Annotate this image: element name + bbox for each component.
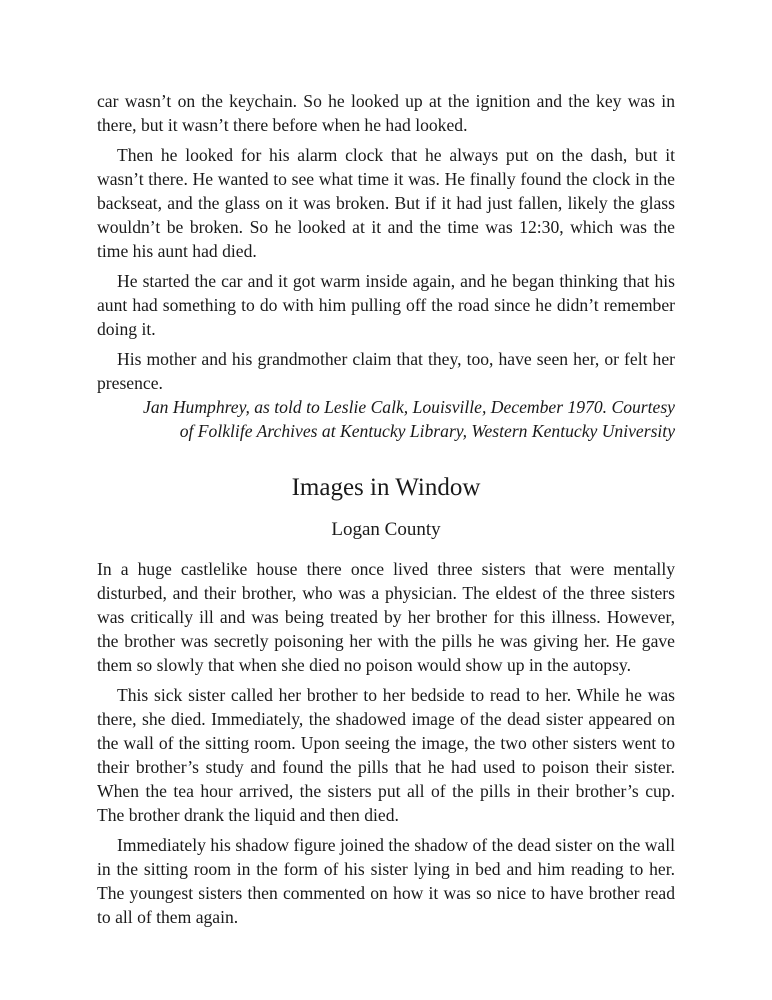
story-credit xyxy=(97,395,675,443)
paragraph: Then he looked for his alarm clock that he always put on the dash, but it wasn’t there. He wanted to see what time it was. He finally found the clock in the backseat, and the glass on it was broken. But if it had just fallen, likely the glass wouldn’t be broken. So he looked at it and the time was 12:30, which was the time his aunt had died. xyxy=(97,145,675,261)
story-title: Images in Window xyxy=(291,474,481,501)
paragraph: He started the car and it got warm inside again, and he began thinking that his aunt had something to do with him pulling off the road since he didn’t remember doing it. xyxy=(97,271,675,339)
paragraph: car wasn’t on the keychain. So he looked up at the ignition and the key was in there, but it wasn’t there before when he had looked. xyxy=(97,91,675,135)
paragraph: In a huge castlelike house there once lived three sisters that were mentally disturbed, and their brother, who was a physician. The eldest of the three sisters was critically ill and was being treated by her brother for this illness. However, the brother was secretly poisoning her with the pills he was giving her. He gave them so slowly that when she died no poison would show up in the autopsy. xyxy=(97,559,675,675)
credit-line: Jan Humphrey, as told to Leslie Calk, Louisville, December 1970. Courtesy xyxy=(143,397,675,417)
credit-line: of Folklife Archives at Kentucky Library, Western Kentucky University xyxy=(179,421,675,441)
paragraph: Immediately his shadow figure joined the shadow of the dead sister on the wall in the sitting room in the form of his sister lying in bed and him reading to her. The youngest sisters then commented on how it was so nice to have brother read to all of them again. xyxy=(97,835,675,927)
paragraph: This sick sister called her brother to her bedside to read to her. While he was there, she died. Immediately, the shadowed image of the dead sister appeared on the wall of the sitting room. Upon seeing the image, the two other sisters went to their brother’s study and found the pills that he had used to poison their sister. When the tea hour arrived, the sisters put all of the pills in their brother’s cup. The brother drank the liquid and then died. xyxy=(97,685,675,825)
paragraph: His mother and his grandmother claim that they, too, have seen her, or felt her presence. xyxy=(97,349,675,393)
story-location: Logan County xyxy=(331,519,441,540)
book-page xyxy=(97,89,675,935)
